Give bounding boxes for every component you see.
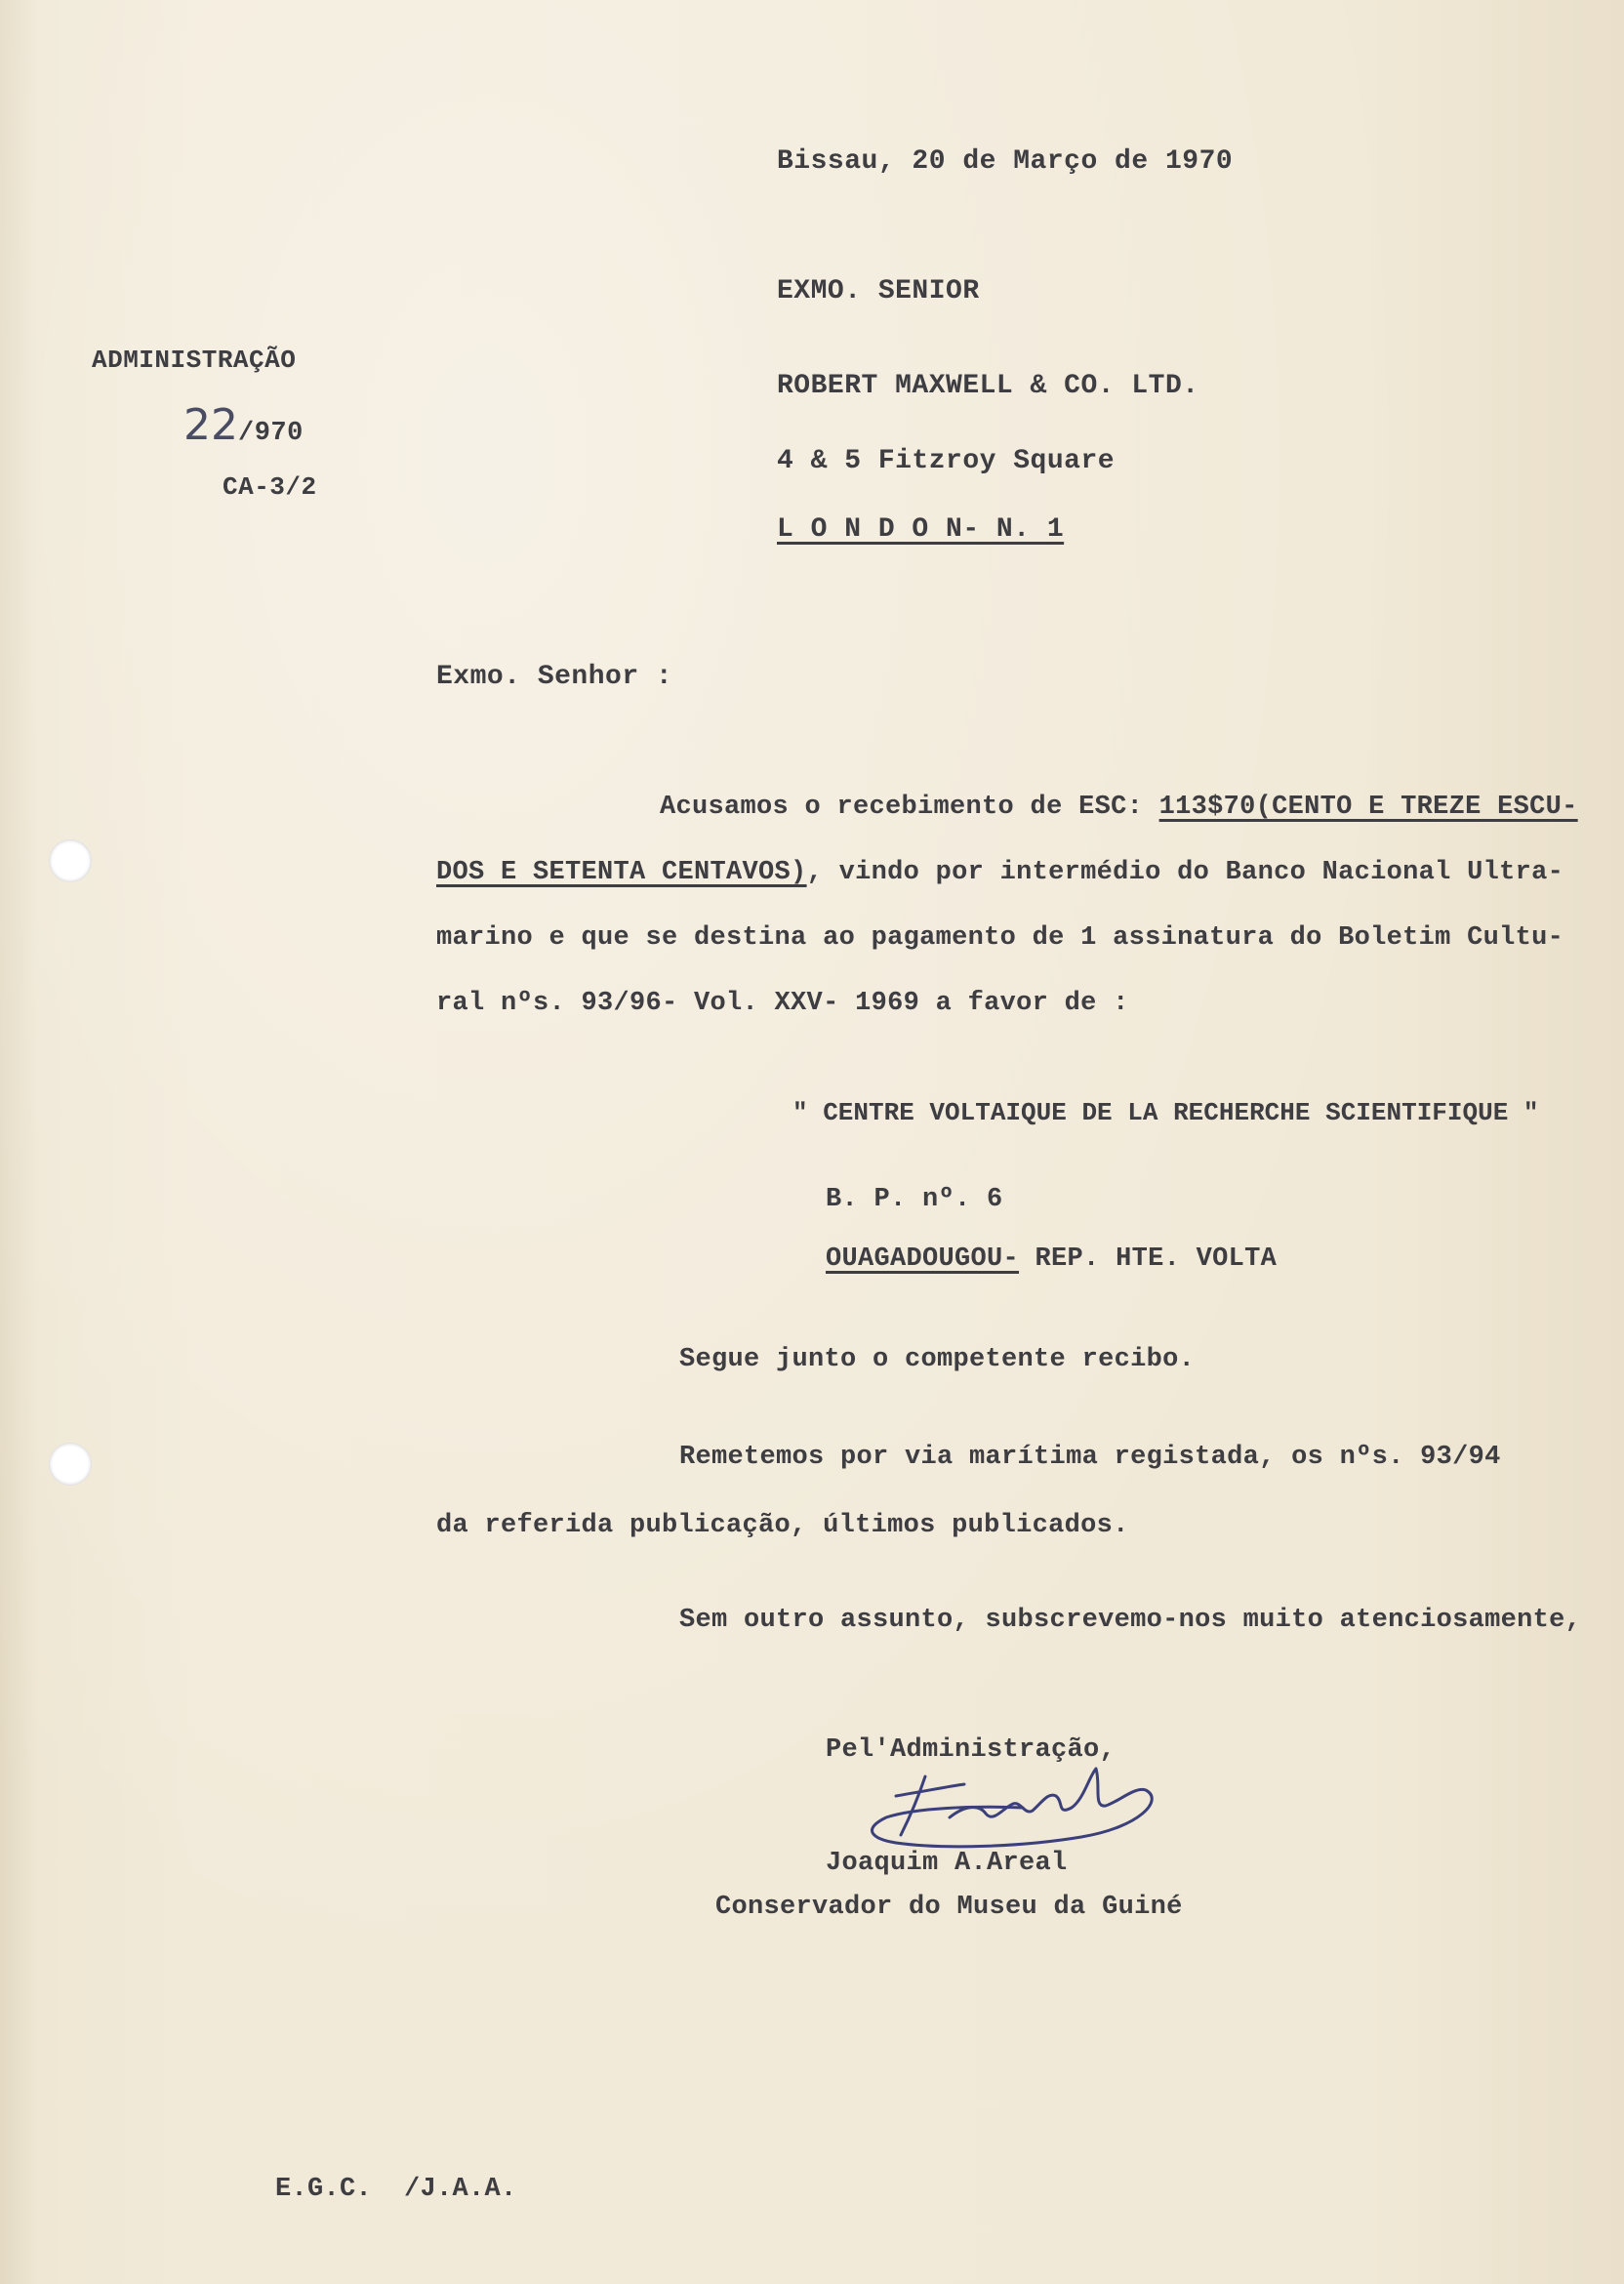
margin-department: ADMINISTRAÇÃO (92, 346, 297, 375)
signatory-title: Conservador do Museu da Guiné (715, 1893, 1183, 1922)
recipient-city: L O N D O N- N. 1 (777, 514, 1065, 545)
beneficiary-address (826, 1244, 1277, 1274)
recipient-name: ROBERT MAXWELL & CO. LTD. (777, 371, 1199, 401)
beneficiary-box: B. P. nº. 6 (826, 1185, 1003, 1214)
greeting: Exmo. Senhor : (436, 662, 673, 692)
beneficiary-country: REP. HTE. VOLTA (1019, 1244, 1278, 1274)
amount-text-2: DOS E SETENTA CENTAVOS) (436, 858, 807, 887)
body-paragraph-2: Segue junto o competente recibo. (679, 1345, 1196, 1374)
body-p1-post: , vindo por intermédio do Banco Nacional Ultra- (806, 858, 1564, 887)
salutation-header: EXMO. SENIOR (777, 276, 980, 306)
body-paragraph-3-line-1: Remetemos por via marítima registada, os nºs. 93/94 (679, 1443, 1501, 1472)
body-paragraph-1-line-4: ral nºs. 93/96- Vol. XXV- 1969 a favor de : (436, 989, 1129, 1018)
body-paragraph-1-line-3: marino e que se destina ao pagamento de 1 assinatura do Boletim Cultu- (436, 923, 1564, 953)
body-paragraph-1-line-1 (660, 793, 1578, 822)
margin-reference: CA-3/2 (223, 472, 317, 502)
body-paragraph-4: Sem outro assunto, subscrevemo-nos muito atenciosamente, (679, 1606, 1582, 1635)
punch-hole-top (49, 839, 92, 882)
date-line: Bissau, 20 de Março de 1970 (777, 146, 1234, 177)
body-p1-pre: Acusamos o recebimento de ESC: (660, 793, 1159, 822)
recipient-address: 4 & 5 Fitzroy Square (777, 446, 1116, 476)
signatory-name: Joaquim A.Areal (826, 1849, 1068, 1878)
margin-number (183, 400, 304, 450)
amount-text-1: 113$70(CENTO E TREZE ESCU- (1158, 793, 1578, 822)
beneficiary-city: OUAGADOUGOU- (826, 1244, 1020, 1274)
body-paragraph-3-line-2: da referida publicação, últimos publicados. (436, 1511, 1129, 1540)
reference-initials: E.G.C. /J.A.A. (275, 2175, 517, 2204)
punch-hole-bottom (49, 1443, 92, 1486)
body-paragraph-1-line-2 (436, 858, 1563, 887)
beneficiary-name: " CENTRE VOLTAIQUE DE LA RECHERCHE SCIENTIFIQUE " (792, 1098, 1539, 1127)
margin-number-handwritten: 22 (183, 400, 238, 450)
signature-prefix: Pel'Administração, (826, 1735, 1116, 1765)
margin-number-typed: /970 (238, 419, 304, 448)
